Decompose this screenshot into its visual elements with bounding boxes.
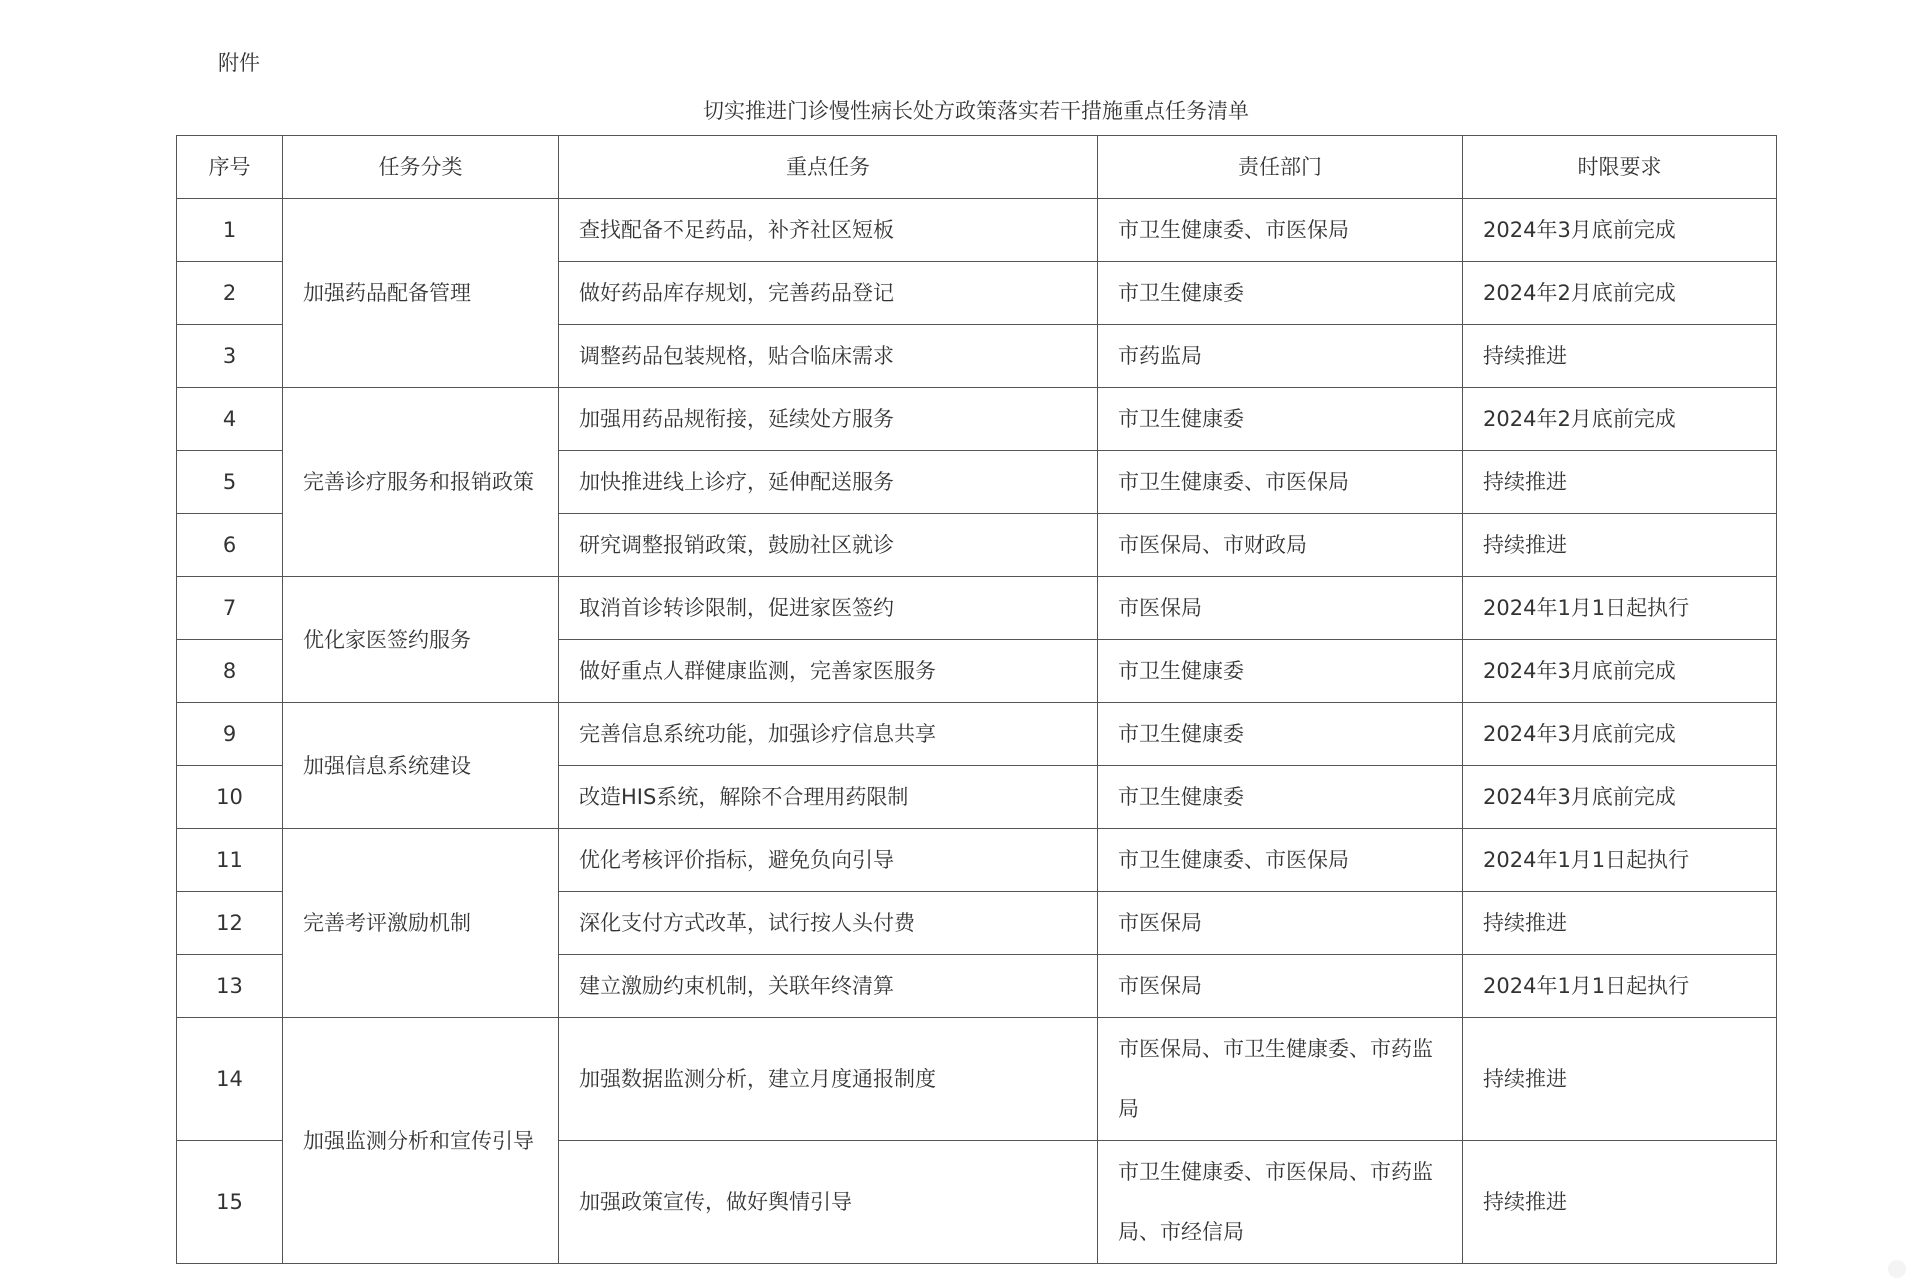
table-row <box>177 1018 1777 1141</box>
row-department: 市卫生健康委、市医保局 <box>1098 829 1463 892</box>
row-department: 市药监局 <box>1098 325 1463 388</box>
row-seq: 10 <box>177 766 283 829</box>
row-deadline: 持续推进 <box>1463 514 1777 577</box>
row-seq: 8 <box>177 640 283 703</box>
row-deadline: 2024年3月底前完成 <box>1463 766 1777 829</box>
row-department: 市医保局 <box>1098 955 1463 1018</box>
row-task: 加强数据监测分析，建立月度通报制度 <box>559 1018 1098 1141</box>
category-cell: 加强药品配备管理 <box>283 199 559 388</box>
page-title: 切实推进门诊慢性病长处方政策落实若干措施重点任务清单 <box>703 99 1249 123</box>
row-task: 调整药品包装规格，贴合临床需求 <box>559 325 1098 388</box>
row-task: 研究调整报销政策，鼓励社区就诊 <box>559 514 1098 577</box>
table-row <box>177 703 1777 766</box>
row-department: 市卫生健康委 <box>1098 640 1463 703</box>
row-task: 取消首诊转诊限制，促进家医签约 <box>559 577 1098 640</box>
corner-shadow-icon <box>1888 1260 1906 1278</box>
row-task: 完善信息系统功能，加强诊疗信息共享 <box>559 703 1098 766</box>
table-row <box>177 829 1777 892</box>
row-seq: 15 <box>177 1141 283 1264</box>
row-deadline: 2024年2月底前完成 <box>1463 262 1777 325</box>
header-category: 任务分类 <box>283 136 559 199</box>
row-task: 做好重点人群健康监测，完善家医服务 <box>559 640 1098 703</box>
row-seq: 5 <box>177 451 283 514</box>
header-seq: 序号 <box>177 136 283 199</box>
table-row <box>177 199 1777 262</box>
header-deadline: 时限要求 <box>1463 136 1777 199</box>
category-cell: 优化家医签约服务 <box>283 577 559 703</box>
row-seq: 14 <box>177 1018 283 1141</box>
row-department: 市卫生健康委 <box>1098 703 1463 766</box>
row-seq: 3 <box>177 325 283 388</box>
row-department: 市卫生健康委 <box>1098 262 1463 325</box>
row-department: 市卫生健康委、市医保局 <box>1098 451 1463 514</box>
row-task: 加强政策宣传，做好舆情引导 <box>559 1141 1098 1264</box>
row-task: 深化支付方式改革，试行按人头付费 <box>559 892 1098 955</box>
category-cell: 加强信息系统建设 <box>283 703 559 829</box>
row-deadline: 2024年1月1日起执行 <box>1463 955 1777 1018</box>
table-row <box>177 577 1777 640</box>
row-seq: 12 <box>177 892 283 955</box>
row-seq: 7 <box>177 577 283 640</box>
row-task: 做好药品库存规划，完善药品登记 <box>559 262 1098 325</box>
row-deadline: 持续推进 <box>1463 1141 1777 1264</box>
row-task: 优化考核评价指标，避免负向引导 <box>559 829 1098 892</box>
row-task: 加快推进线上诊疗，延伸配送服务 <box>559 451 1098 514</box>
row-department: 市卫生健康委 <box>1098 766 1463 829</box>
row-seq: 1 <box>177 199 283 262</box>
category-cell: 完善诊疗服务和报销政策 <box>283 388 559 577</box>
row-deadline: 2024年3月底前完成 <box>1463 703 1777 766</box>
row-department: 市医保局 <box>1098 577 1463 640</box>
row-department: 市医保局、市财政局 <box>1098 514 1463 577</box>
table-header-row <box>177 136 1777 199</box>
header-task: 重点任务 <box>559 136 1098 199</box>
row-task: 查找配备不足药品，补齐社区短板 <box>559 199 1098 262</box>
attachment-label: 附件 <box>218 51 260 75</box>
row-deadline: 持续推进 <box>1463 451 1777 514</box>
header-department: 责任部门 <box>1098 136 1463 199</box>
row-department: 市医保局 <box>1098 892 1463 955</box>
row-deadline: 持续推进 <box>1463 1018 1777 1141</box>
row-department: 市卫生健康委 <box>1098 388 1463 451</box>
category-cell: 完善考评激励机制 <box>283 829 559 1018</box>
row-seq: 13 <box>177 955 283 1018</box>
row-deadline: 2024年3月底前完成 <box>1463 199 1777 262</box>
table-row <box>177 388 1777 451</box>
category-cell: 加强监测分析和宣传引导 <box>283 1018 559 1264</box>
row-deadline: 持续推进 <box>1463 892 1777 955</box>
row-task: 加强用药品规衔接，延续处方服务 <box>559 388 1098 451</box>
row-seq: 11 <box>177 829 283 892</box>
task-table <box>176 135 1777 1264</box>
row-deadline: 2024年2月底前完成 <box>1463 388 1777 451</box>
row-deadline: 2024年3月底前完成 <box>1463 640 1777 703</box>
row-seq: 2 <box>177 262 283 325</box>
row-deadline: 2024年1月1日起执行 <box>1463 829 1777 892</box>
row-deadline: 持续推进 <box>1463 325 1777 388</box>
row-department: 市卫生健康委、市医保局 <box>1098 199 1463 262</box>
row-seq: 6 <box>177 514 283 577</box>
row-task: 改造HIS系统，解除不合理用药限制 <box>559 766 1098 829</box>
row-seq: 9 <box>177 703 283 766</box>
row-deadline: 2024年1月1日起执行 <box>1463 577 1777 640</box>
row-department: 市卫生健康委、市医保局、市药监局、市经信局 <box>1098 1141 1463 1264</box>
row-department: 市医保局、市卫生健康委、市药监局 <box>1098 1018 1463 1141</box>
row-seq: 4 <box>177 388 283 451</box>
row-task: 建立激励约束机制，关联年终清算 <box>559 955 1098 1018</box>
